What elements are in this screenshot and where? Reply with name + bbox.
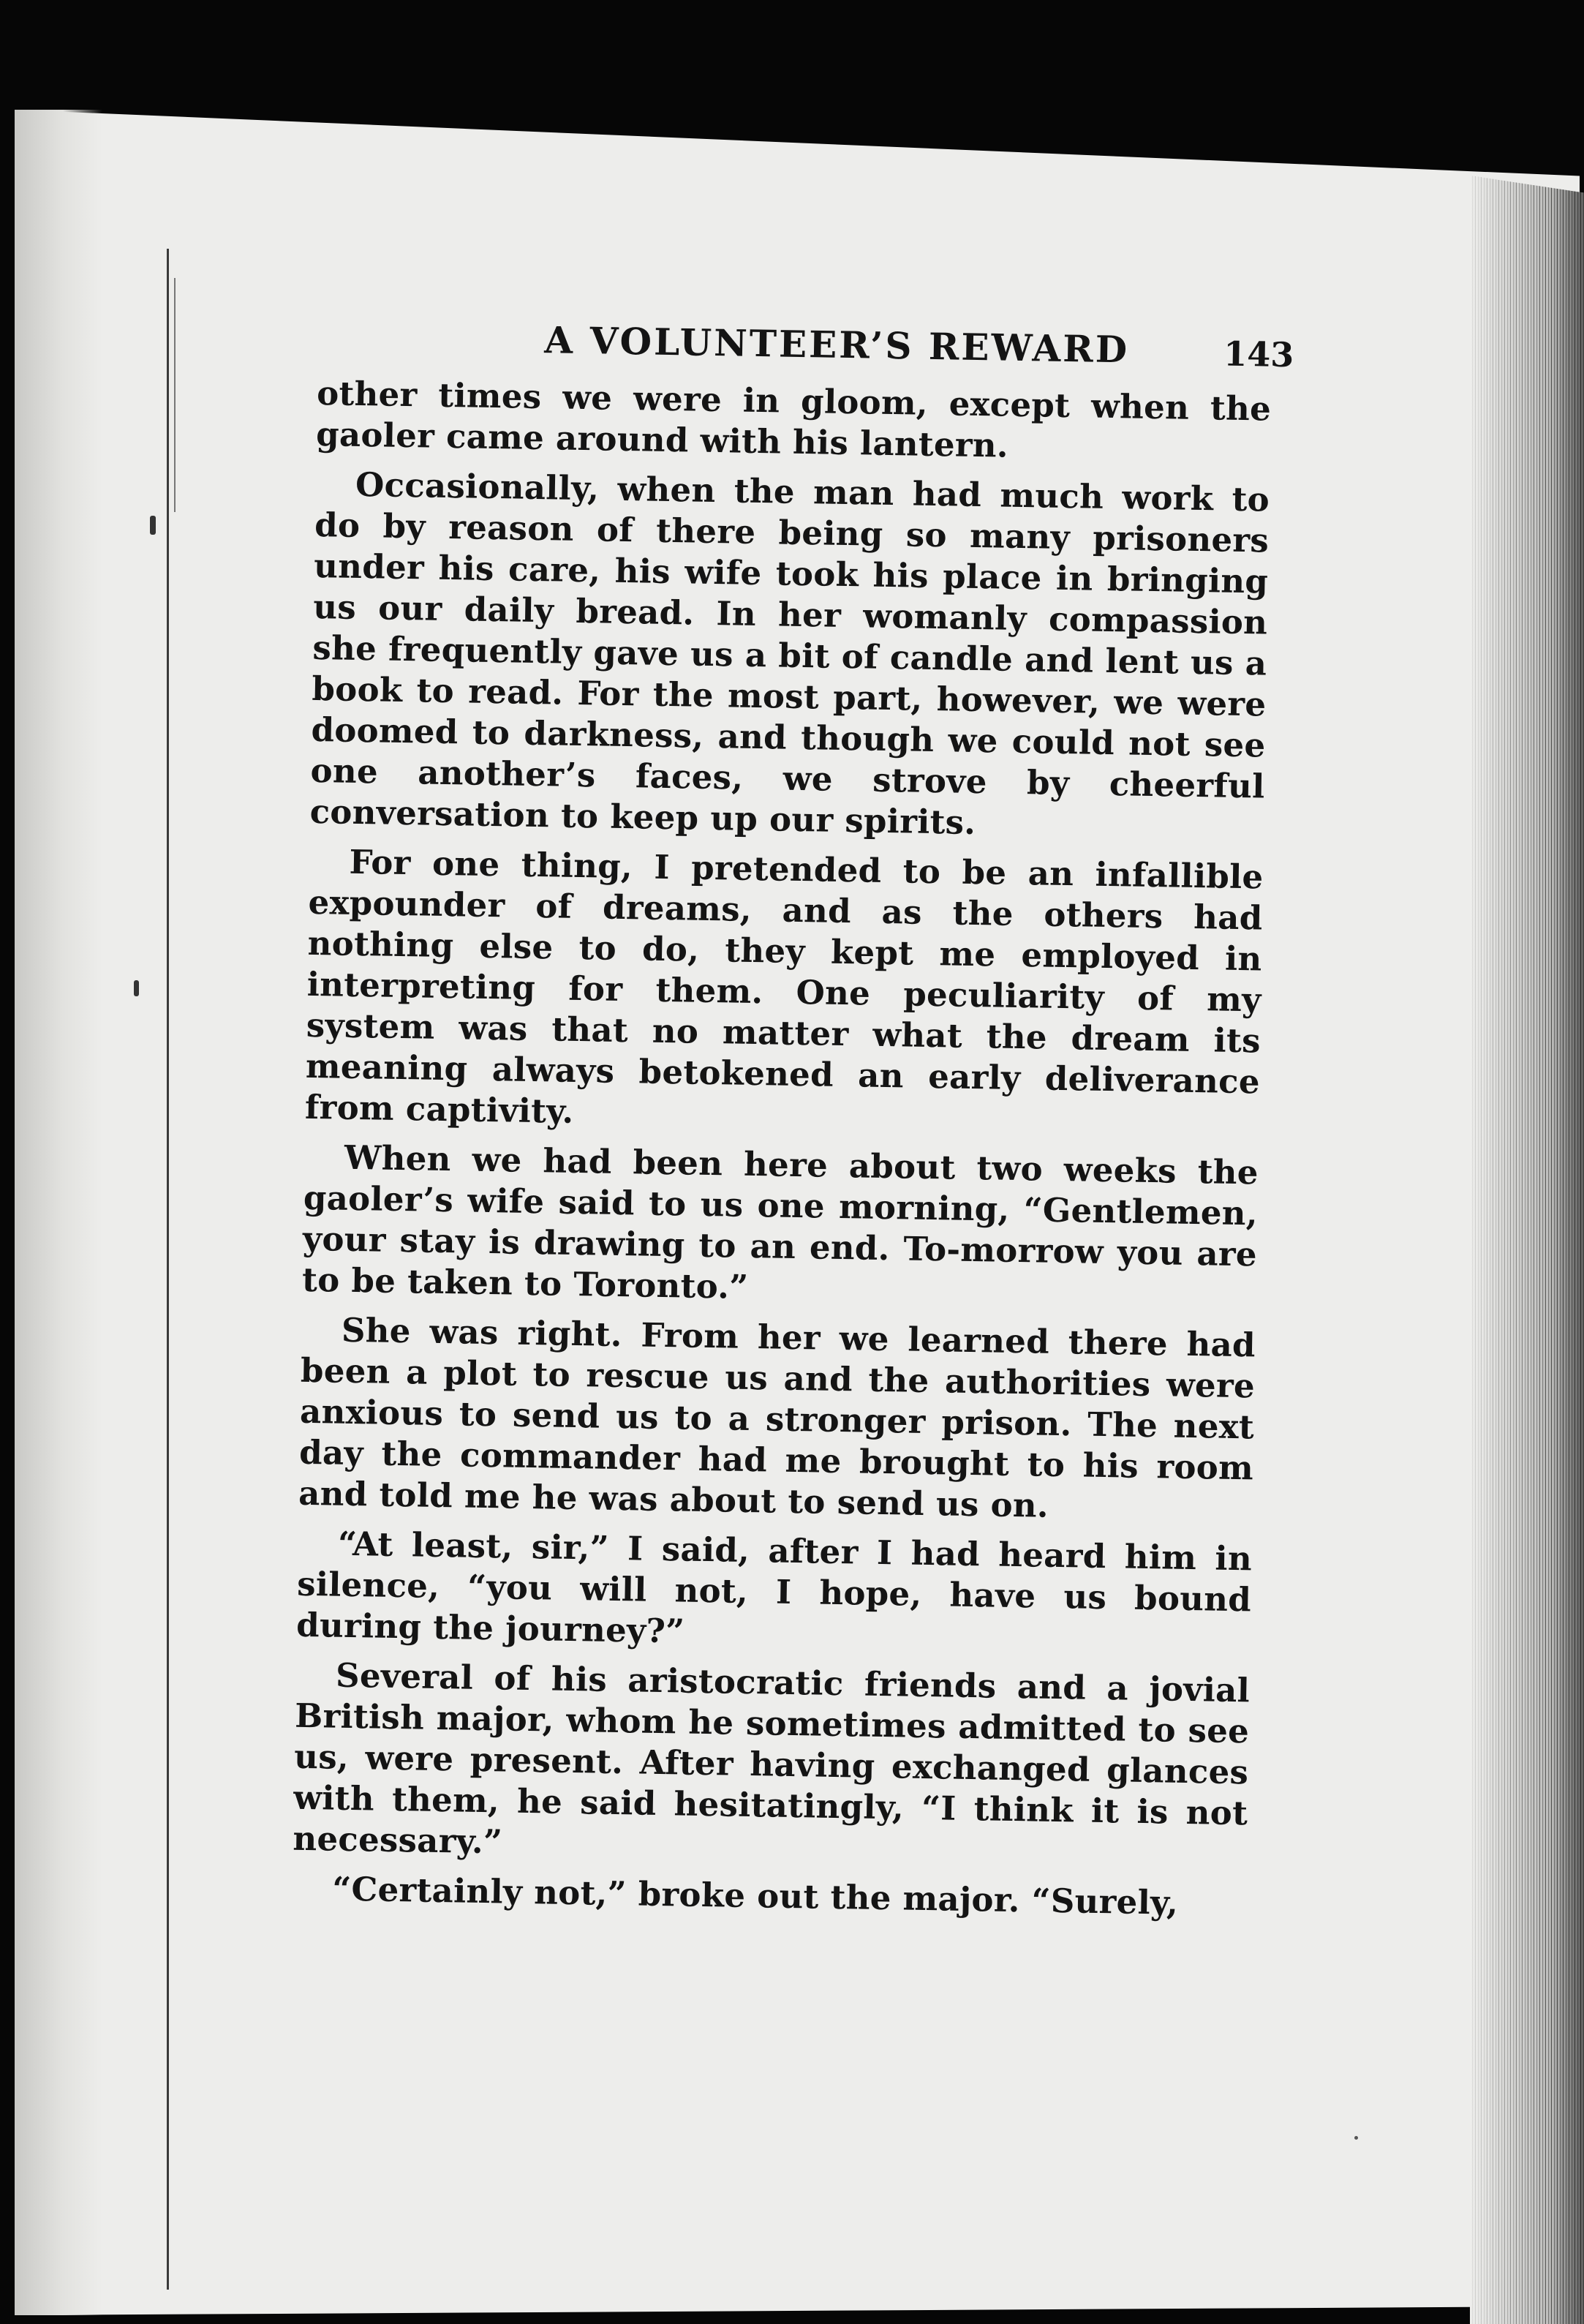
paragraph: Occasionally, when the man had much work to do by reason of there being so many prisoners under his care, his wife took his place in bringing us our daily bread. In her womanly compassion she frequently gave us a bit of candle and lent us a book to read. For the most part, however, we were doomed to darkness, and though we could not see one another’s faces, we strove by cheerful conversation to keep up our spirits.: [309, 465, 1270, 843]
paragraph: She was right. From her we learned there had been a plot to rescue us and the authorities were anxious to send us to a stronger prison. The next day the commander had me brought to his room and told me he was about to send us on.: [298, 1310, 1256, 1525]
paragraph: When we had been here about two weeks the gaoler’s wife said to us one morning, “Gentlemen, your stay is drawing to an end. To-morrow you are to be taken to Toronto.”: [301, 1137, 1259, 1306]
paragraph-partial: “Certainly not,” broke out the major. “Surely,: [331, 1869, 1179, 1922]
speck: [1354, 2136, 1358, 2140]
margin-mark: [134, 980, 139, 996]
margin-mark: [150, 516, 156, 535]
paragraph: “At least, sir,” I said, after I had heard him in silence, “you will not, I hope, have us bound during the journey?”: [295, 1524, 1253, 1651]
binding-gutter: [15, 110, 102, 2315]
text-block: [292, 315, 1294, 1925]
paragraph-continued: other times we were in gloom, except when the gaoler came around with his lantern.: [315, 373, 1272, 465]
gutter-line: [167, 249, 169, 2290]
paragraph: For one thing, I pretended to be an infallible expounder of dreams, and as the others had nothing else to do, they kept me employed in interpreting for them. One peculiarity of my system was that no matter what the dream its meaning always betokened an early deliverance from captivity.: [304, 842, 1264, 1131]
paragraph: Several of his aristocratic friends and a jovial British major, whom he sometimes admitted to see us, were present. After having exchanged glances with them, he said hesitatingly, “I think it is not necessary.”: [293, 1655, 1251, 1862]
running-title: A VOLUNTEER’S REWARD: [543, 318, 1130, 372]
page-edges-shadow: [1470, 176, 1584, 2324]
gutter-line: [174, 278, 176, 512]
page-number: 143: [1223, 334, 1294, 375]
